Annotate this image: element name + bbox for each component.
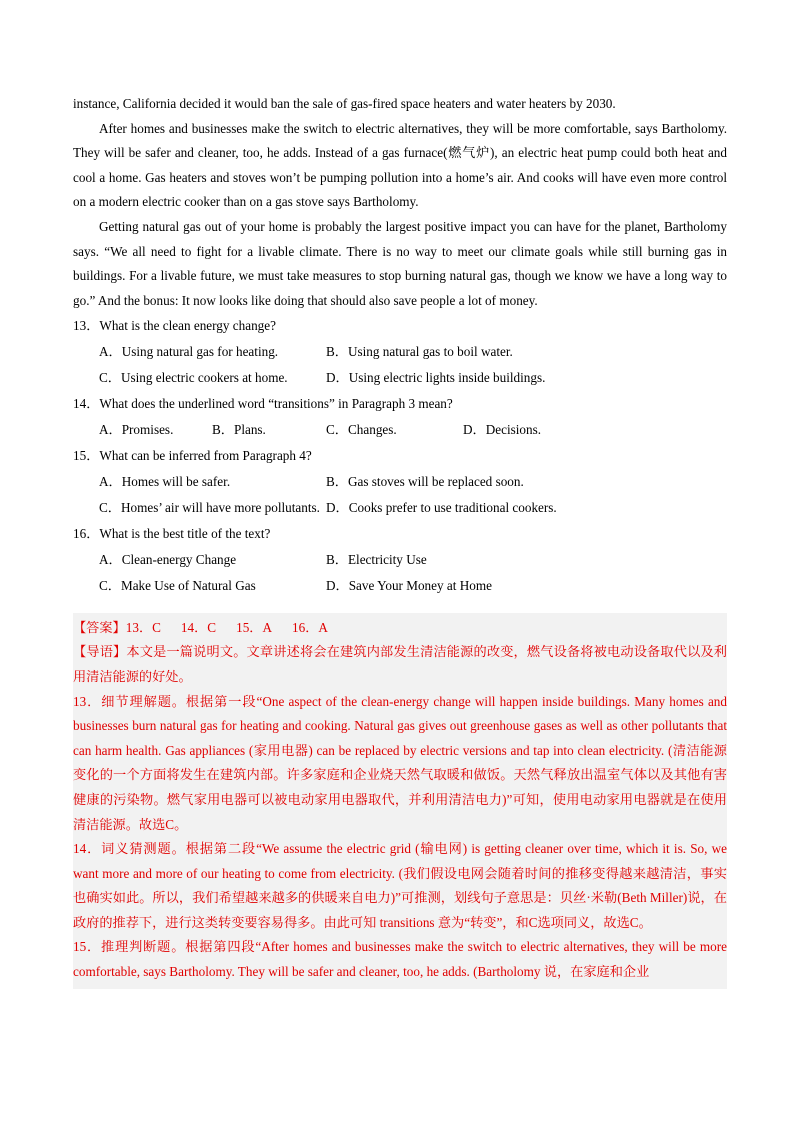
answer-label: 【答案】 [73,620,126,636]
option-row [73,469,727,495]
answer-item: 16．A [292,620,328,636]
passage-paragraph: instance, California decided it would ban the sale of gas-fired space heaters and water heaters by 2030. [73,96,616,111]
option-b: B．Plans. [212,422,266,438]
passage-paragraph: After homes and businesses make the switch to electric alternatives, they will be more comfortable, says Bartholomy. They will be safer and cleaner, too, he adds. Instead of a gas furnace(燃气炉), an electric heat pump could both heat and cool a home. Gas heaters and stoves won’t be pumping pollution into a home’s air. And cooks will have even more control on a modern electric cooker than on a gas stove says Bartholomy. [73,120,727,210]
question-stem: 13．What is the clean energy change? [73,318,276,334]
option-d: D．Using electric lights inside buildings. [326,370,546,386]
option-d: D．Decisions. [463,422,542,438]
option-b: B．Electricity Use [326,552,427,568]
answer-item: 14．C [180,620,217,636]
option-a: A．Promises. [99,422,174,438]
answer-item: 13．C [125,620,161,636]
explanation-intro: 【导语】本文是一篇说明文。文章讲述将会在建筑内部发生清洁能源的改变，燃气设备将被电动设备取代以及利用清洁能源的好处。 [73,644,727,684]
question-stem: 15．What can be inferred from Paragraph 4? [73,448,312,464]
option-row [73,417,727,443]
option-c: C．Using electric cookers at home. [99,370,288,386]
option-row [73,495,727,521]
option-a: A．Homes will be safer. [99,474,231,490]
option-b: B．Using natural gas to boil water. [326,344,513,360]
option-a: A．Using natural gas for heating. [99,344,279,360]
explanation-15: 15．推理判断题。根据第四段“After homes and businesses make the switch to electric alternatives, they will be more comfortable, says Bartholomy. They will be safer and cleaner, too, he adds. (Bartholomy 说，在家庭和企业 [73,939,727,980]
answer-item: 15．A [236,620,272,636]
option-row [73,547,727,573]
option-c: C．Changes. [326,422,397,438]
explanation-13: 13．细节理解题。根据第一段“One aspect of the clean-energy change will happen inside buildings. Many homes and businesses burn natural gas for heating and cooking. Natural gas gives out greenhouse gases as well as other pollutants that can harm health. Gas appliances (家用电器) can be replaced by electric versions and tap into clean electricity. (清洁能源变化的一个方面将发生在建筑内部。许多家庭和企业烧天然气取暖和做饭。天然气释放出温室气体以及其他有害健康的污染物。燃气家用电器可以被电动家用电器取代，并利用清洁电力)”可知，使用电动家用电器就是在使用清洁能源。故选C。 [73,693,727,832]
page-content [73,92,727,989]
option-d: D．Cooks prefer to use traditional cookers. [326,500,557,516]
question-stem: 16．What is the best title of the text? [73,526,271,542]
question-stem: 14．What does the underlined word “transitions” in Paragraph 3 mean? [73,396,453,412]
option-row [73,339,727,365]
explanation-14: 14．词义猜测题。根据第二段“We assume the electric grid (输电网) is getting cleaner over time, which it is. So, we want more and more of our heating to come from electricity. (我们假设电网会随着时间的推移变得越来越清洁，事实也确实如此。所以，我们希望越来越多的供暖来自电力)”可推测，划线句子意思是：贝丝·米勒(Beth Miller)说，在政府的推荐下，进行这类转变要容易得多。由此可知 transitions 意为“转变”，和C选项同义，故选C。 [73,841,727,930]
option-d: D．Save Your Money at Home [326,578,492,594]
option-b: B．Gas stoves will be replaced soon. [326,474,524,490]
option-a: A．Clean-energy Change [99,552,237,568]
answer-line [73,615,727,640]
option-c: C．Homes’ air will have more pollutants. [99,500,320,516]
option-row [73,573,727,599]
option-c: C．Make Use of Natural Gas [99,578,256,594]
answer-section [73,613,727,988]
passage-paragraph: Getting natural gas out of your home is probably the largest positive impact you can have for the planet, Bartholomy says. “We all need to fight for a livable climate. There is no way to meet our climate goals while still burning gas in buildings. For a livable future, we must take measures to stop burning natural gas, though we know we have a long way to go.” And the bonus: It now looks like doing that should also save people a lot of money. [73,218,727,308]
option-row [73,365,727,391]
